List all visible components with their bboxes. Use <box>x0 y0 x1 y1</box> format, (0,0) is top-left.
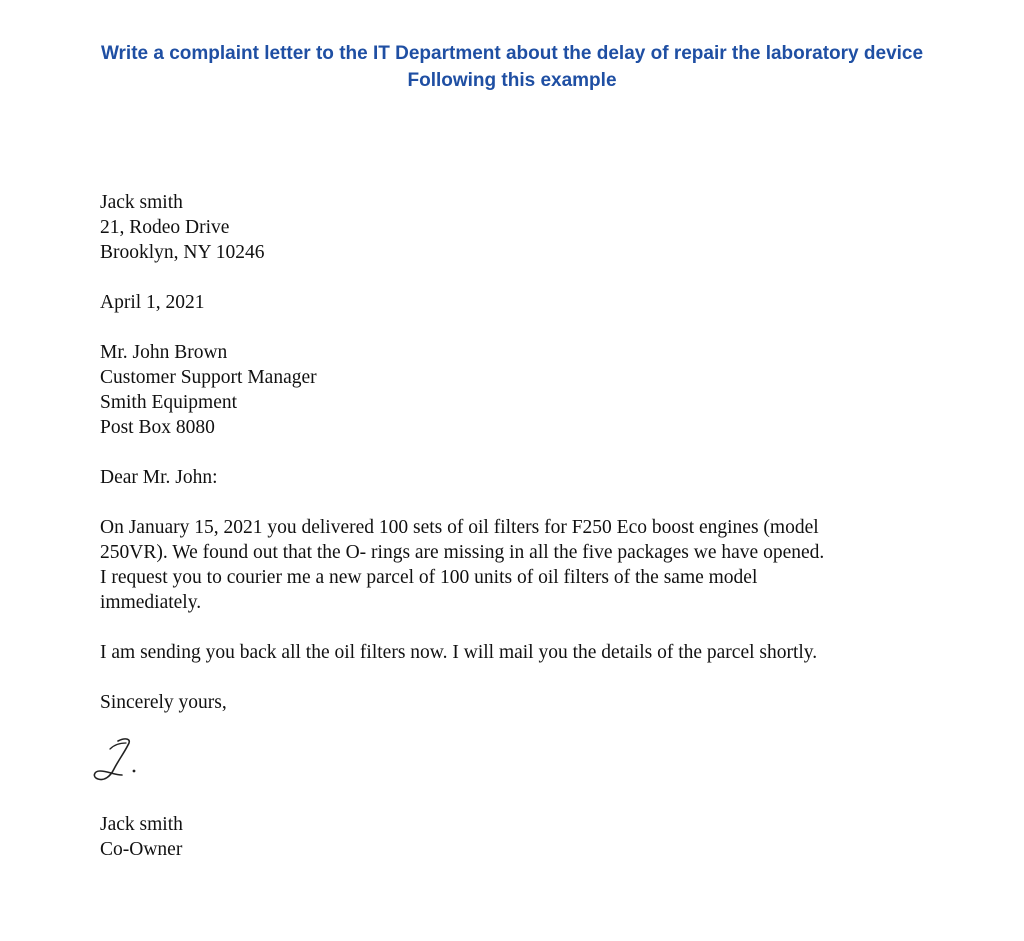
body-paragraph-1 <box>100 515 940 615</box>
body-line: immediately. <box>100 592 202 613</box>
body-line: I am sending you back all the oil filters now. I will mail you the details of the parcel shortly. <box>100 642 818 663</box>
body-line: 250VR). We found out that the O- rings are missing in all the five packages we have opened. <box>100 542 825 563</box>
letter <box>100 190 940 715</box>
date-text: April 1, 2021 <box>100 292 205 313</box>
letter-date <box>100 290 940 315</box>
body-paragraph-2 <box>100 640 940 665</box>
body-line: On January 15, 2021 you delivered 100 sets of oil filters for F250 Eco boost engines (model <box>100 517 819 538</box>
closing-text: Sincerely yours, <box>100 692 227 713</box>
recipient-name: Mr. John Brown <box>100 342 228 363</box>
salutation-text: Dear Mr. John: <box>100 467 218 488</box>
recipient-company: Smith Equipment <box>100 392 238 413</box>
signature-icon <box>88 735 148 787</box>
salutation <box>100 465 940 490</box>
instruction-line-1: Write a complaint letter to the IT Department about the delay of repair the laboratory device <box>100 43 924 64</box>
signer-name: Jack smith <box>100 814 183 835</box>
closing <box>100 690 940 715</box>
sender-block <box>100 190 940 265</box>
recipient-title: Customer Support Manager <box>100 367 317 388</box>
sender-name: Jack smith <box>100 192 183 213</box>
instruction-header <box>0 40 1024 94</box>
signer-title: Co-Owner <box>100 839 183 860</box>
recipient-address: Post Box 8080 <box>100 417 215 438</box>
signer-block <box>100 812 183 862</box>
instruction-line-2: Following this example <box>407 70 617 91</box>
body-line: I request you to courier me a new parcel of 100 units of oil filters of the same model <box>100 567 758 588</box>
sender-address-1: 21, Rodeo Drive <box>100 217 230 238</box>
recipient-block <box>100 340 940 440</box>
sender-address-2: Brooklyn, NY 10246 <box>100 242 265 263</box>
